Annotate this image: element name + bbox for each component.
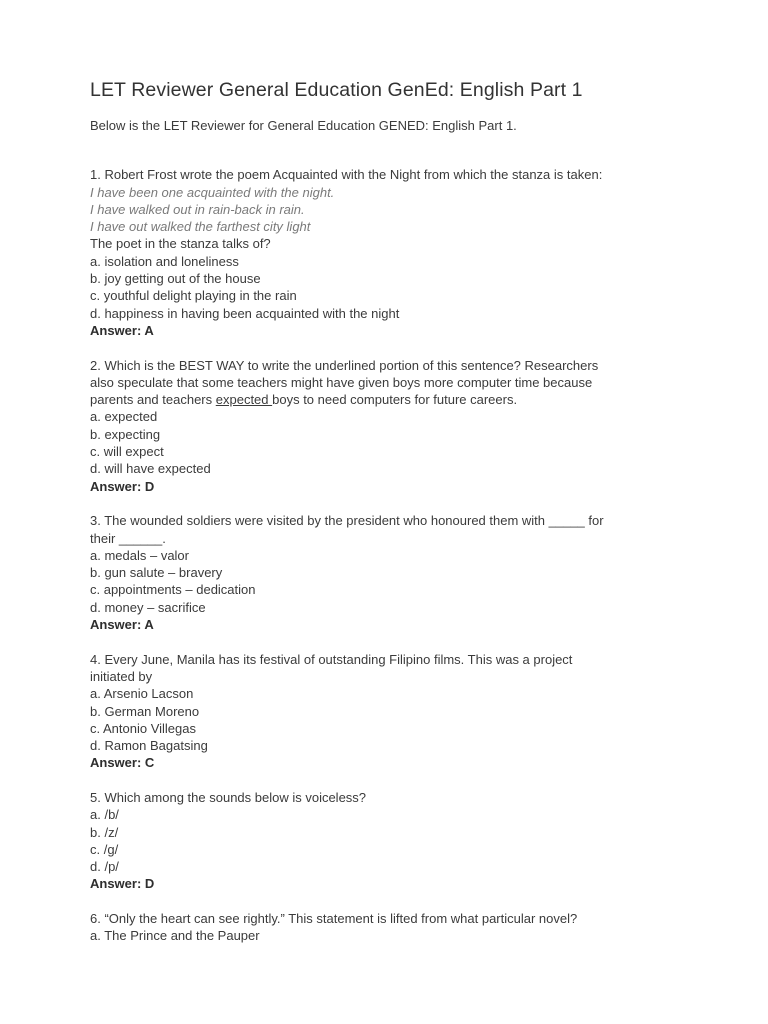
question-1 bbox=[90, 166, 730, 339]
answer-option: d. happiness in having been acquainted with the night bbox=[90, 305, 400, 321]
question-5 bbox=[90, 789, 730, 893]
question-6 bbox=[90, 910, 730, 945]
answer-option: b. /z/ bbox=[90, 824, 119, 840]
answer-option: d. Ramon Bagatsing bbox=[90, 738, 208, 754]
answer-option: c. Antonio Villegas bbox=[90, 720, 196, 736]
question-stem: 6. “Only the heart can see rightly.” This statement is lifted from what particular novel? bbox=[90, 911, 578, 927]
question-2 bbox=[90, 357, 730, 495]
underlined-portion: expected bbox=[215, 392, 273, 408]
answer-option: c. youthful delight playing in the rain bbox=[90, 288, 297, 304]
answer-key: Answer: C bbox=[90, 755, 155, 771]
answer-option: a. isolation and loneliness bbox=[90, 253, 239, 269]
question-stem: 5. Which among the sounds below is voiceless? bbox=[90, 789, 367, 805]
question-stem: 2. Which is the BEST WAY to write the underlined portion of this sentence? Researchers bbox=[90, 357, 599, 373]
answer-option: b. joy getting out of the house bbox=[90, 271, 261, 287]
question-4 bbox=[90, 651, 730, 772]
question-stem: initiated by bbox=[90, 668, 153, 684]
question-stem bbox=[90, 391, 730, 408]
question-stem: 3. The wounded soldiers were visited by the president who honoured them with _____ for bbox=[90, 513, 604, 529]
stem-text: parents and teachers bbox=[90, 392, 216, 408]
answer-option: c. will expect bbox=[90, 444, 164, 460]
answer-key: Answer: A bbox=[90, 322, 154, 338]
question-stem: their ______. bbox=[90, 530, 166, 546]
answer-option: a. The Prince and the Pauper bbox=[90, 928, 260, 944]
question-3 bbox=[90, 512, 730, 633]
intro-text: Below is the LET Reviewer for General Education GENED: English Part 1. bbox=[90, 118, 517, 133]
answer-option: b. expecting bbox=[90, 426, 161, 442]
answer-option: c. /g/ bbox=[90, 841, 119, 857]
answer-key: Answer: A bbox=[90, 617, 154, 633]
answer-option: d. money – sacrifice bbox=[90, 599, 206, 615]
question-stem: 1. Robert Frost wrote the poem Acquainted with the Night from which the stanza is taken: bbox=[90, 167, 603, 183]
question-prompt: The poet in the stanza talks of? bbox=[90, 236, 271, 252]
answer-option: a. /b/ bbox=[90, 807, 119, 823]
answer-option: a. medals – valor bbox=[90, 547, 189, 563]
answer-option: c. appointments – dedication bbox=[90, 582, 256, 598]
answer-option: d. /p/ bbox=[90, 859, 119, 875]
answer-key: Answer: D bbox=[90, 876, 155, 892]
answer-option: b. gun salute – bravery bbox=[90, 565, 223, 581]
stanza-line: I have been one acquainted with the night. bbox=[90, 184, 335, 200]
answer-key: Answer: D bbox=[90, 478, 155, 494]
stanza-line: I have out walked the farthest city light bbox=[90, 219, 311, 235]
page-title: LET Reviewer General Education GenEd: English Part 1 bbox=[90, 79, 583, 101]
answer-option: d. will have expected bbox=[90, 461, 211, 477]
answer-option: b. German Moreno bbox=[90, 703, 200, 719]
stem-text: boys to need computers for future careers. bbox=[272, 392, 518, 408]
question-stem: 4. Every June, Manila has its festival of outstanding Filipino films. This was a project bbox=[90, 651, 573, 667]
stanza-line: I have walked out in rain-back in rain. bbox=[90, 201, 305, 217]
question-stem: also speculate that some teachers might have given boys more computer time because bbox=[90, 374, 593, 390]
document-page bbox=[90, 78, 730, 945]
answer-option: a. Arsenio Lacson bbox=[90, 686, 194, 702]
answer-option: a. expected bbox=[90, 409, 158, 425]
